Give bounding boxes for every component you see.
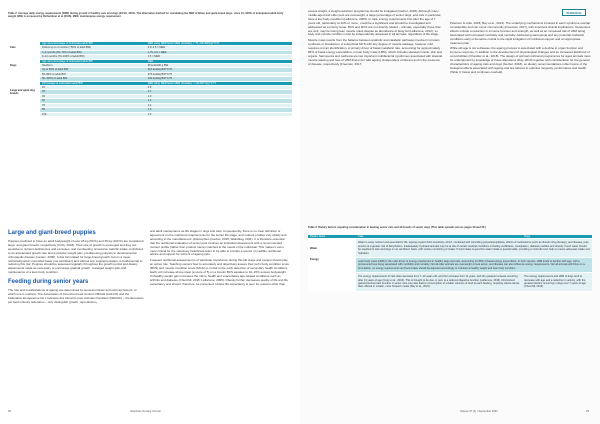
journal-name: Veterinary Nursing Journal <box>130 410 161 413</box>
cell: 1.75–2.0 × MER <box>146 50 292 54</box>
cell: Age and percentage of anticipated adult BW <box>40 59 146 63</box>
table-3-caption: Table 3. Dietary factors requiring consideration in feeding senior cats and all breeds of senior dogs (This table spreads across pages 29 and 30.) <box>308 226 486 229</box>
cell: 140 kcal/kg BW^0.75 <box>146 77 292 81</box>
right-column-2 <box>450 22 592 77</box>
cell: 2.1 <box>146 90 292 94</box>
cell: Dietary factor <box>308 235 356 239</box>
cell: Dogs <box>522 235 592 239</box>
heading-giant-breed: Large and giant-breed puppies <box>8 230 96 236</box>
row-label: Water <box>308 239 356 258</box>
cell: 1.4 <box>146 103 292 107</box>
cell: The energy requirements and LBM of dogs tend to decrease with age and a reduction in activity, with the greatest decline occurring in dogs over 7 years of age (Churchill, 2016). <box>522 273 592 292</box>
cell: 2.0–2.5 × MER <box>146 46 292 50</box>
cell: 1.9 <box>146 94 292 98</box>
paragraph: Puppies predicted to have an adult bodyweight of over 25 kg (50 lb) and 45 kg (100 lb) are considered large- and giant breeds, respectively (Kirby, 2018). Their rate of growth is prolonged and they are sensitive to nutrient deficiencies and excesses, and overfeeding. Excessive calorific intake contributes to an accelerated growth rate and excessive weight gain, predisposing puppies to developmental orthopaedic disease (Lauten, 2006). A diet formulated for large-breed growth, fed on a meal-restricted/portion-controlled basis (not ad-libitum) and without any supplementation, is fundamental to reducing this risk. Puppies should be assessed regularly throughout the growth period and dietary adjustments made as necessary to encourage gradual growth, managed weight gain and maintenance of a lean body condition. <box>8 239 144 275</box>
table-row <box>308 239 592 258</box>
cell: Up to 50% of adult BW <box>40 68 146 72</box>
paragraph: The role and manifestations of ageing are determined by several intrinsic and extrinsic factors, of which one is nutrition. The Association of American Feed Control Officials (AAFCO) and the Fédération Européenne De L'industrie des Aliments pour Animaux Familiers (FEDIAF) – the European pet food industry federation – only distinguish growth, reproduction, <box>8 288 144 304</box>
right-column-1 <box>308 10 443 69</box>
cell: Kittens up to 4 months (<50% of adult BW) <box>40 46 146 50</box>
cell: Newborn <box>40 64 146 68</box>
cell: 50–80% of adult BW <box>40 72 146 76</box>
middle-column <box>150 230 290 289</box>
cell: Water is a key nutrient and essential for life. Ageing impairs thirst sensitivity, which, combined with coinciding polyuria/polydipsia, effects of medications (such as diuretic drug therapy), and disease, puts seniors at a greater risk of dehydration. Inadequately hydrated animals may be at risk of certain medical conditions including urolithiasis, constipation, diabetes mellitus and obesity. Fresh water should be supplied to cats and dogs on an ad-libitum basis, with routine monitoring of intake. If food intake is good but water intake is questionable, providing a moist diet can help to ensure adequate intake and hydration. <box>356 239 592 258</box>
table-row <box>8 112 292 116</box>
row-label: Energy <box>308 258 356 292</box>
cell: 25 kcal/100 g BW <box>146 64 292 68</box>
cell: 75 <box>40 103 146 107</box>
table-2 <box>8 42 292 117</box>
cell: DER using MER factor MER (kcal/day) = 75–100 BW(kg)^0.67 <box>146 42 292 46</box>
row-label: Large and giant dog breeds <box>8 86 40 99</box>
cell: 100 <box>40 112 146 116</box>
row-label: Dogs <box>8 64 40 68</box>
cell: 30 <box>40 90 146 94</box>
cell: 4–9 months (50–70% of adult BW) <box>40 50 146 54</box>
section-tag: SURGICAL <box>562 9 586 16</box>
cell: 60 <box>40 99 146 103</box>
table-row <box>308 258 592 273</box>
cell: 9–12 months (70–100% of adult BW) <box>40 55 146 59</box>
cell: 1.0 <box>146 112 292 116</box>
cell: 210 kcal/kg BW^0.75 <box>146 68 292 72</box>
cell: 1.3 <box>146 108 292 112</box>
table-2-caption: Table 2. Average daily energy requirements (DER) during growth of healthy cats and dogs (ECVA, 2021). The alternative method for calculating the DER of kitten and giant-breed dogs, since 15–100% of anticipated adult body weight (BW) is proposed by Richardson et al (2016). MER, maintenance energy requirement <box>8 12 284 19</box>
cell: Percentage of anticipated adult BW <box>40 81 146 85</box>
row-label: Cats <box>8 46 40 50</box>
paragraph: excess weight, a weight-reduction programme should be instigated (Gerber, 2018). Although many middle-aged and older pets are overweight, a large percentage of senior dogs, and cats in particular, have a low body condition (Laflamme, 2005). In cats, energy requirements first alter the age of 7 years old, particularly at 10% or more., could be a significant and should be investigated and addressed as a priority issue. BCS and MCS are not directly related – animals, especially those that are sick, may be losing lean muscle mass despite an abundance of body fat (Laflamme, 2012), so body and muscle condition must be independently assessed in all animals, regardless of life stage. <box>308 9 442 37</box>
cell: 2.5 <box>146 86 292 90</box>
cell: 45 <box>40 94 146 98</box>
paragraph: Peterson & Little, 2018; Ray et al., 2021). The underlying mechanisms involved in each syndrome overlap considerably and can occur concurrently (Freeman, 2017), with important clinical implications. Deleterious effects include a reduction in immune function and strength, as well as an increased risk of LBM being associated with increased morbidity and mortality. Addressing sarcopenia and any potential cachectic conditions early is therefore crucial to the rapid instigation of nutritional support and an appropriate treatment plan. <box>450 21 591 45</box>
cell: Cats <box>356 235 522 239</box>
cell: Age and percentage of anticipated adult BW <box>40 42 146 46</box>
heading-senior: Feeding during senior years <box>8 279 89 286</box>
paragraph: While old age is not a disease, the ageing process is associated with a decline in organ function and immune response, in addition to the development of physiological changes and an increased likelihood of comorbidities (Chandler et al., 2018). The design of optimal nutritional programmes for aged animals must be underpinned by knowledge of these alterations (Day, 2010) together with consideration for the general characteristics of ageing cats and dogs (Gerber, 2018), so dietary recommendations reflect some of the biological effects associated with ageing and are tailored to optimise longevity, performance and health (Table 3; below and continues overleaf). <box>450 46 591 74</box>
cell: 1.6 <box>146 99 292 103</box>
cell: 1.5 × MER <box>146 55 292 59</box>
right-page <box>300 0 600 424</box>
page-number: 29 <box>586 410 589 413</box>
paragraph: Muscle mass results from the balance between anabolic and catabolic pathways involved in protein synthesis or breakdown. A suboptimal MCS with any degree of muscle wastage, however mild, requires prompt identification. A primary driver of basal metabolic rate, accounting for approximately 86% of basal energy expenditure, is lean body mass (LBM), which includes skeletal muscle, skin and organs. Sarcopenia and cachexia are two important multifactorial syndromes associated with skeletal muscle wasting and loss of LBM that occur with ageing (independent of illness) and in the presence of disease, respectively (Freeman, 2017; <box>308 38 443 66</box>
paragraph: and adult maintenance as life stages in dogs and cats. Consequently, there is no clear definition or agreement on the nutritional requirements for the senior life stage, and nutrient profiles vary widely and according to the manufacturers' philosophies (Gerber, 2018; Wakshlag, 2011). It is therefore essential that the nutritional evaluation of senior pets involves an individual assessment with a recommended nutrient profile (rather than product name) matched to the needs of the individual. This makes it even more critical for the veterinary healthcare team to be able to provide a source of credible nutritional advice and support for owners of ageing pets. <box>150 229 287 257</box>
issue-info: Volume 37 (4) • September 2022 <box>460 410 498 413</box>
cell: DER using MER factor MER (kcal/day) = 130 BW (kg)^0.75 <box>146 81 292 85</box>
table-3 <box>308 235 592 292</box>
cell: 15 <box>40 86 146 90</box>
page-number: 28 <box>8 410 11 413</box>
left-column <box>8 230 144 307</box>
cell: Lean body mass (LBM) is the main driver of energy requirement in healthy dogs and cats, accounting for 86% of basal energy expenditure. In both species, LBM tends to decline with age, with a pronounced loss being associated with morbidity and mortality. Not all older animals are overweight or less active, and disease can also influence energy requirements. Not all animals will thrive on a formulation, so energy requirements and food intake should be adjusted accordingly to maintain a healthy weight and lean body condition. <box>356 258 592 273</box>
cell: 175 kcal/kg BW^0.75 <box>146 72 292 76</box>
cell: DER <box>146 59 292 63</box>
cell: The energy requirements of cats often decrease from 7–10 years old, and then increase from 11 years, with the greatest increase occurring after 13 years of age (Cupp et al., 2004). This is thought to be due, in part, to a reduced digestive function (Laflamme, 2016). Diminished gastrointestinal tract function in senior cats may also lead to consumption of smaller volumes of food at each feeding, requiring calorie-dense diets offered in smaller, more frequent meals (Ray et al., 2021). <box>356 273 522 292</box>
cell: 80–100% of adult BW <box>40 77 146 81</box>
cell: 85 <box>40 108 146 112</box>
paragraph: Frequent nutritional assessment is of particular importance during this life stage and owners should play an active role. Teaching owners how to accurately and objectively assess their pet's body condition score (BCS) and muscle condition score (MCS) is crucial to the early detection of secondary health conditions. Each unit increase above ideal (a score of 5) on a 9-point BCS equates to 10–15% excess bodyweight. Unhealthy weight gain increases the risk to health and exacerbates age-related conditions such as arthritis and diabetes (Churchill, 2016; Laflamme, 2005). Obesity further decreases quality of life and life expectancy and should, therefore, be prevented. Unless life expectancy is poor for reasons other than <box>150 258 290 286</box>
